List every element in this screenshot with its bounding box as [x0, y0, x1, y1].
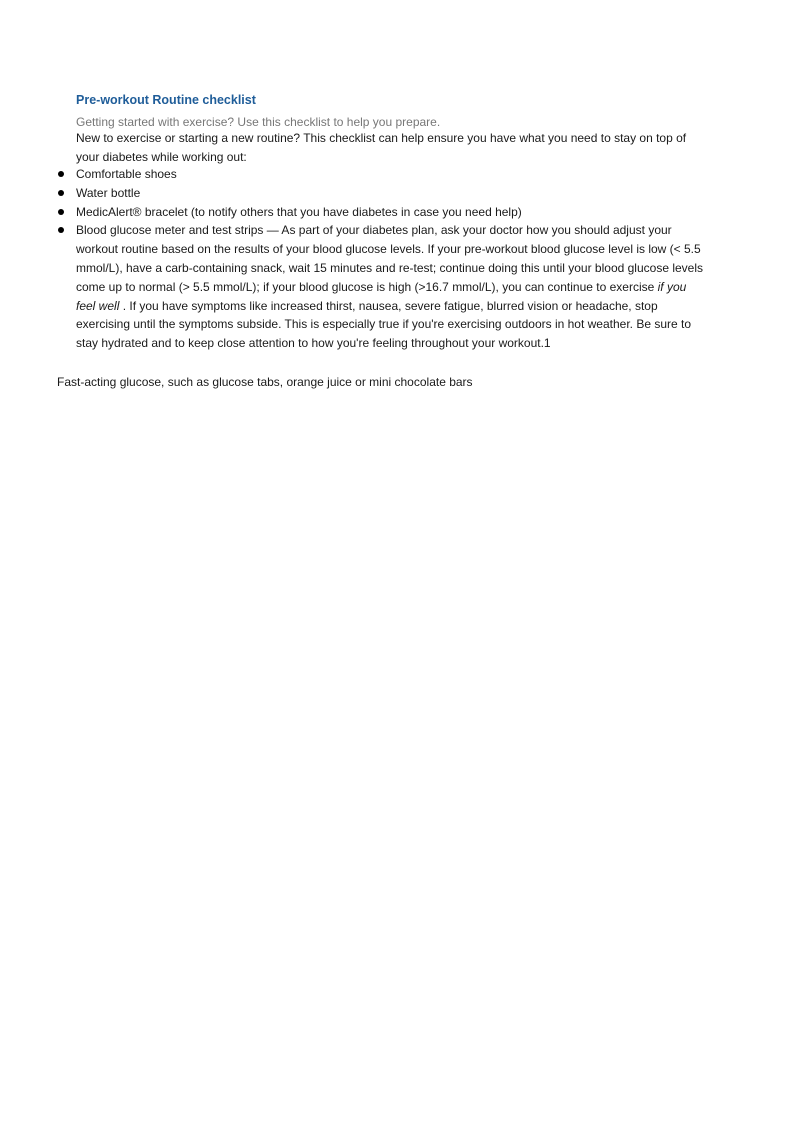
checklist	[56, 165, 708, 353]
document-title: Pre-workout Routine checklist	[76, 93, 256, 107]
list-item-text: Water bottle	[76, 185, 141, 200]
list-item-emphasis: if you feel well	[76, 279, 687, 313]
fast-acting-glucose-line: Fast-acting glucose, such as glucose tabs, orange juice or mini chocolate bars	[57, 375, 473, 389]
list-item	[56, 165, 708, 184]
list-item-text: Comfortable shoes	[76, 167, 177, 181]
list-item-text: Blood glucose meter and test strips — As part of your diabetes plan, ask your doctor how you should adjust your workout routine based on the results of your blood glucose levels. If your pre-workout blood glucose level is low (< 5.5 mmol/L), have a carb-containing snack, wait 15 minutes and re-test; continue doing this until your blood glucose levels come up to normal (> 5.5 mmol/L); if your blood glucose is high (>16.7 mmol/L), you can continue to exercise	[76, 223, 704, 294]
bullet-icon	[58, 227, 64, 233]
list-item	[56, 203, 708, 222]
document-subtitle: Getting started with exercise? Use this checklist to help you prepare.	[76, 115, 441, 129]
list-item	[56, 221, 708, 353]
list-item-text: MedicAlert® bracelet (to notify others that you have diabetes in case you need help)	[76, 204, 522, 219]
list-item-text-continued: . If you have symptoms like increased thirst, nausea, severe fatigue, blurred vision or headache, stop exercising until the symptoms subside. This is especially true if you're exercising outdoors in hot weather. Be sure to stay hydrated and to keep close attention to how you're feeling throughout your workout.1	[76, 298, 692, 351]
list-item	[56, 184, 708, 203]
bullet-icon	[58, 190, 64, 196]
intro-paragraph: New to exercise or starting a new routine? This checklist can help ensure you have what you need to stay on top of your diabetes while working out:	[76, 131, 687, 164]
bullet-icon	[58, 171, 64, 177]
bullet-icon	[58, 209, 64, 215]
